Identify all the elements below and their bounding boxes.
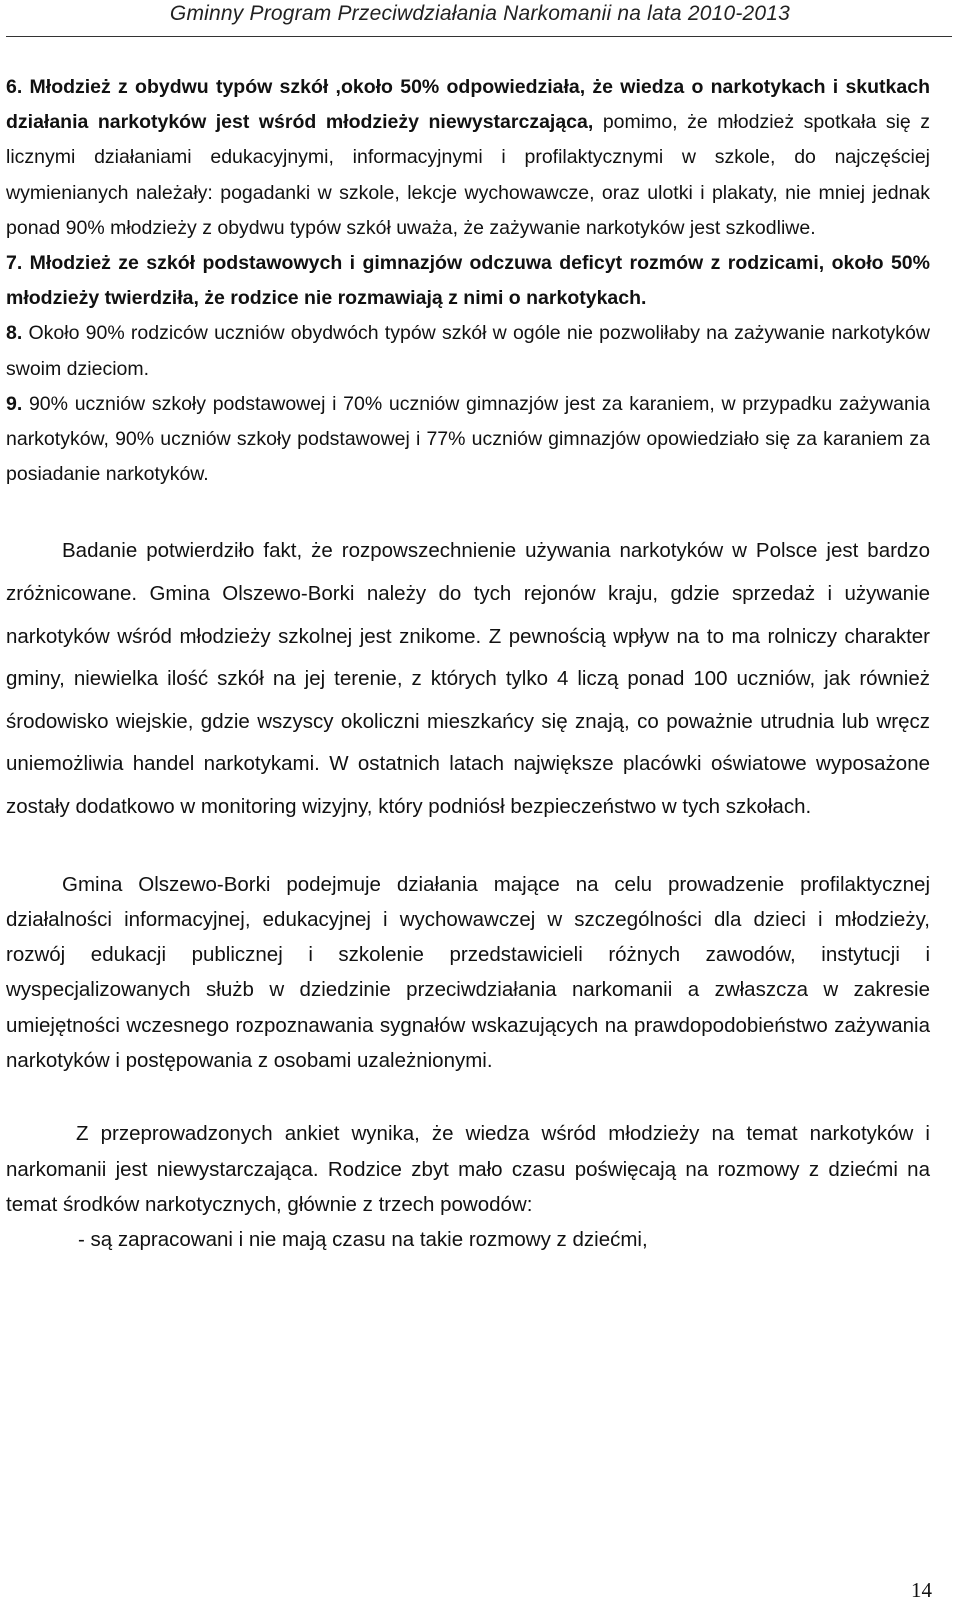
paragraph-municipality-actions: Gmina Olszewo-Borki podejmuje działania mające na celu prowadzenie profilaktycznej działalności informacyjnej, edukacyjnej i wychowawczej w szczególności dla dzieci i młodzieży, rozwój edukacji publicznej i szkolenie przedstawicieli różnych zawodów, instytucji i wyspecjalizowanych służb w dziedzinie przeciwdziałania narkomanii a zwłaszcza w zakresie umiejętności wczesnego rozpoznawania sygnałów wskazujących na prawdopodobieństwo zażywania narkotyków i postępowania z osobami uzależnionymi. [6, 872, 930, 1073]
page-number: 14 [911, 1578, 932, 1602]
item-bold-text: Młodzież ze szkół podstawowych i gimnazjów odczuwa deficyt rozmów z rodzicami, około 50% młodzieży twierdziła, że rodzice nie rozmawiają z nimi o narkotykach. [6, 252, 930, 310]
item-number: 8. [6, 322, 23, 345]
paragraph-survey-results: Z przeprowadzonych ankiet wynika, że wiedza wśród młodzieży na temat narkotyków i narkomanii jest niewystarczająca. Rodzice zbyt mało czasu poświęcają na rozmowy z dziećmi na temat środków narkotycznych, głównie z trzech powodów: [6, 1122, 930, 1216]
document-body [6, 70, 930, 1258]
finding-item-8 [6, 316, 930, 386]
list-item: - są zapracowani i nie mają czasu na takie rozmowy z dziećmi, [78, 1228, 648, 1252]
finding-item-6 [6, 70, 930, 246]
item-text: 90% uczniów szkoły podstawowej i 70% uczniów gimnazjów jest za karaniem, w przypadku zażywania narkotyków, 90% uczniów szkoły podstawowej i 77% uczniów gimnazjów opowiedziało się za karaniem za posiadanie narkotyków. [6, 392, 930, 486]
header-divider [6, 36, 952, 37]
item-number: 6. [6, 76, 23, 98]
item-number: 9. [6, 392, 23, 415]
paragraph-survey-confirmation: Badanie potwierdziło fakt, że rozpowszechnienie używania narkotyków w Polsce jest bardzo zróżnicowane. Gmina Olszewo-Borki należy do tych rejonów kraju, gdzie sprzedaż i używanie narkotyków wśród młodzieży szkolnej jest znikome. Z pewnością wpływ na to ma rolniczy charakter gminy, niewielka ilość szkół na jej terenie, z których tylko 4 liczą ponad 100 uczniów, jak również środowisko wiejskie, gdzie wszyscy okoliczni mieszkańcy się znają, co poważnie utrudnia lub wręcz uniemożliwia handel narkotykami. W ostatnich latach największe placówki oświatowe wyposażone zostały dodatkowo w monitoring wizyjny, który podniósł bezpieczeństwo w tych szkołach. [6, 539, 930, 818]
finding-item-9 [6, 387, 930, 493]
finding-item-7 [6, 246, 930, 316]
item-text: pomimo, że młodzież spotkała się z licznymi działaniami edukacyjnymi, informacyjnymi i profilaktycznymi w szkole, do najczęściej wymienianych należały: pogadanki w szkole, lekcje wychowawcze, oraz ulotki i plakaty, nie mniej jednak ponad 90% młodzieży z obydwu typów szkół uważa, że zażywanie narkotyków jest szkodliwe. [6, 111, 931, 239]
item-number: 7. [6, 252, 23, 275]
item-text: Około 90% rodziców uczniów obydwóch typów szkół w ogóle nie pozwoliłaby na zażywanie narkotyków swoim dzieciom. [6, 322, 930, 380]
item-bold-text: Młodzież z obydwu typów szkół ,około 50% odpowiedziała, że wiedza o narkotykach i skutkach działania narkotyków jest wśród młodzieży niewystarczająca, [6, 76, 930, 134]
running-header: Gminny Program Przeciwdziałania Narkomanii na lata 2010-2013 [169, 2, 791, 25]
